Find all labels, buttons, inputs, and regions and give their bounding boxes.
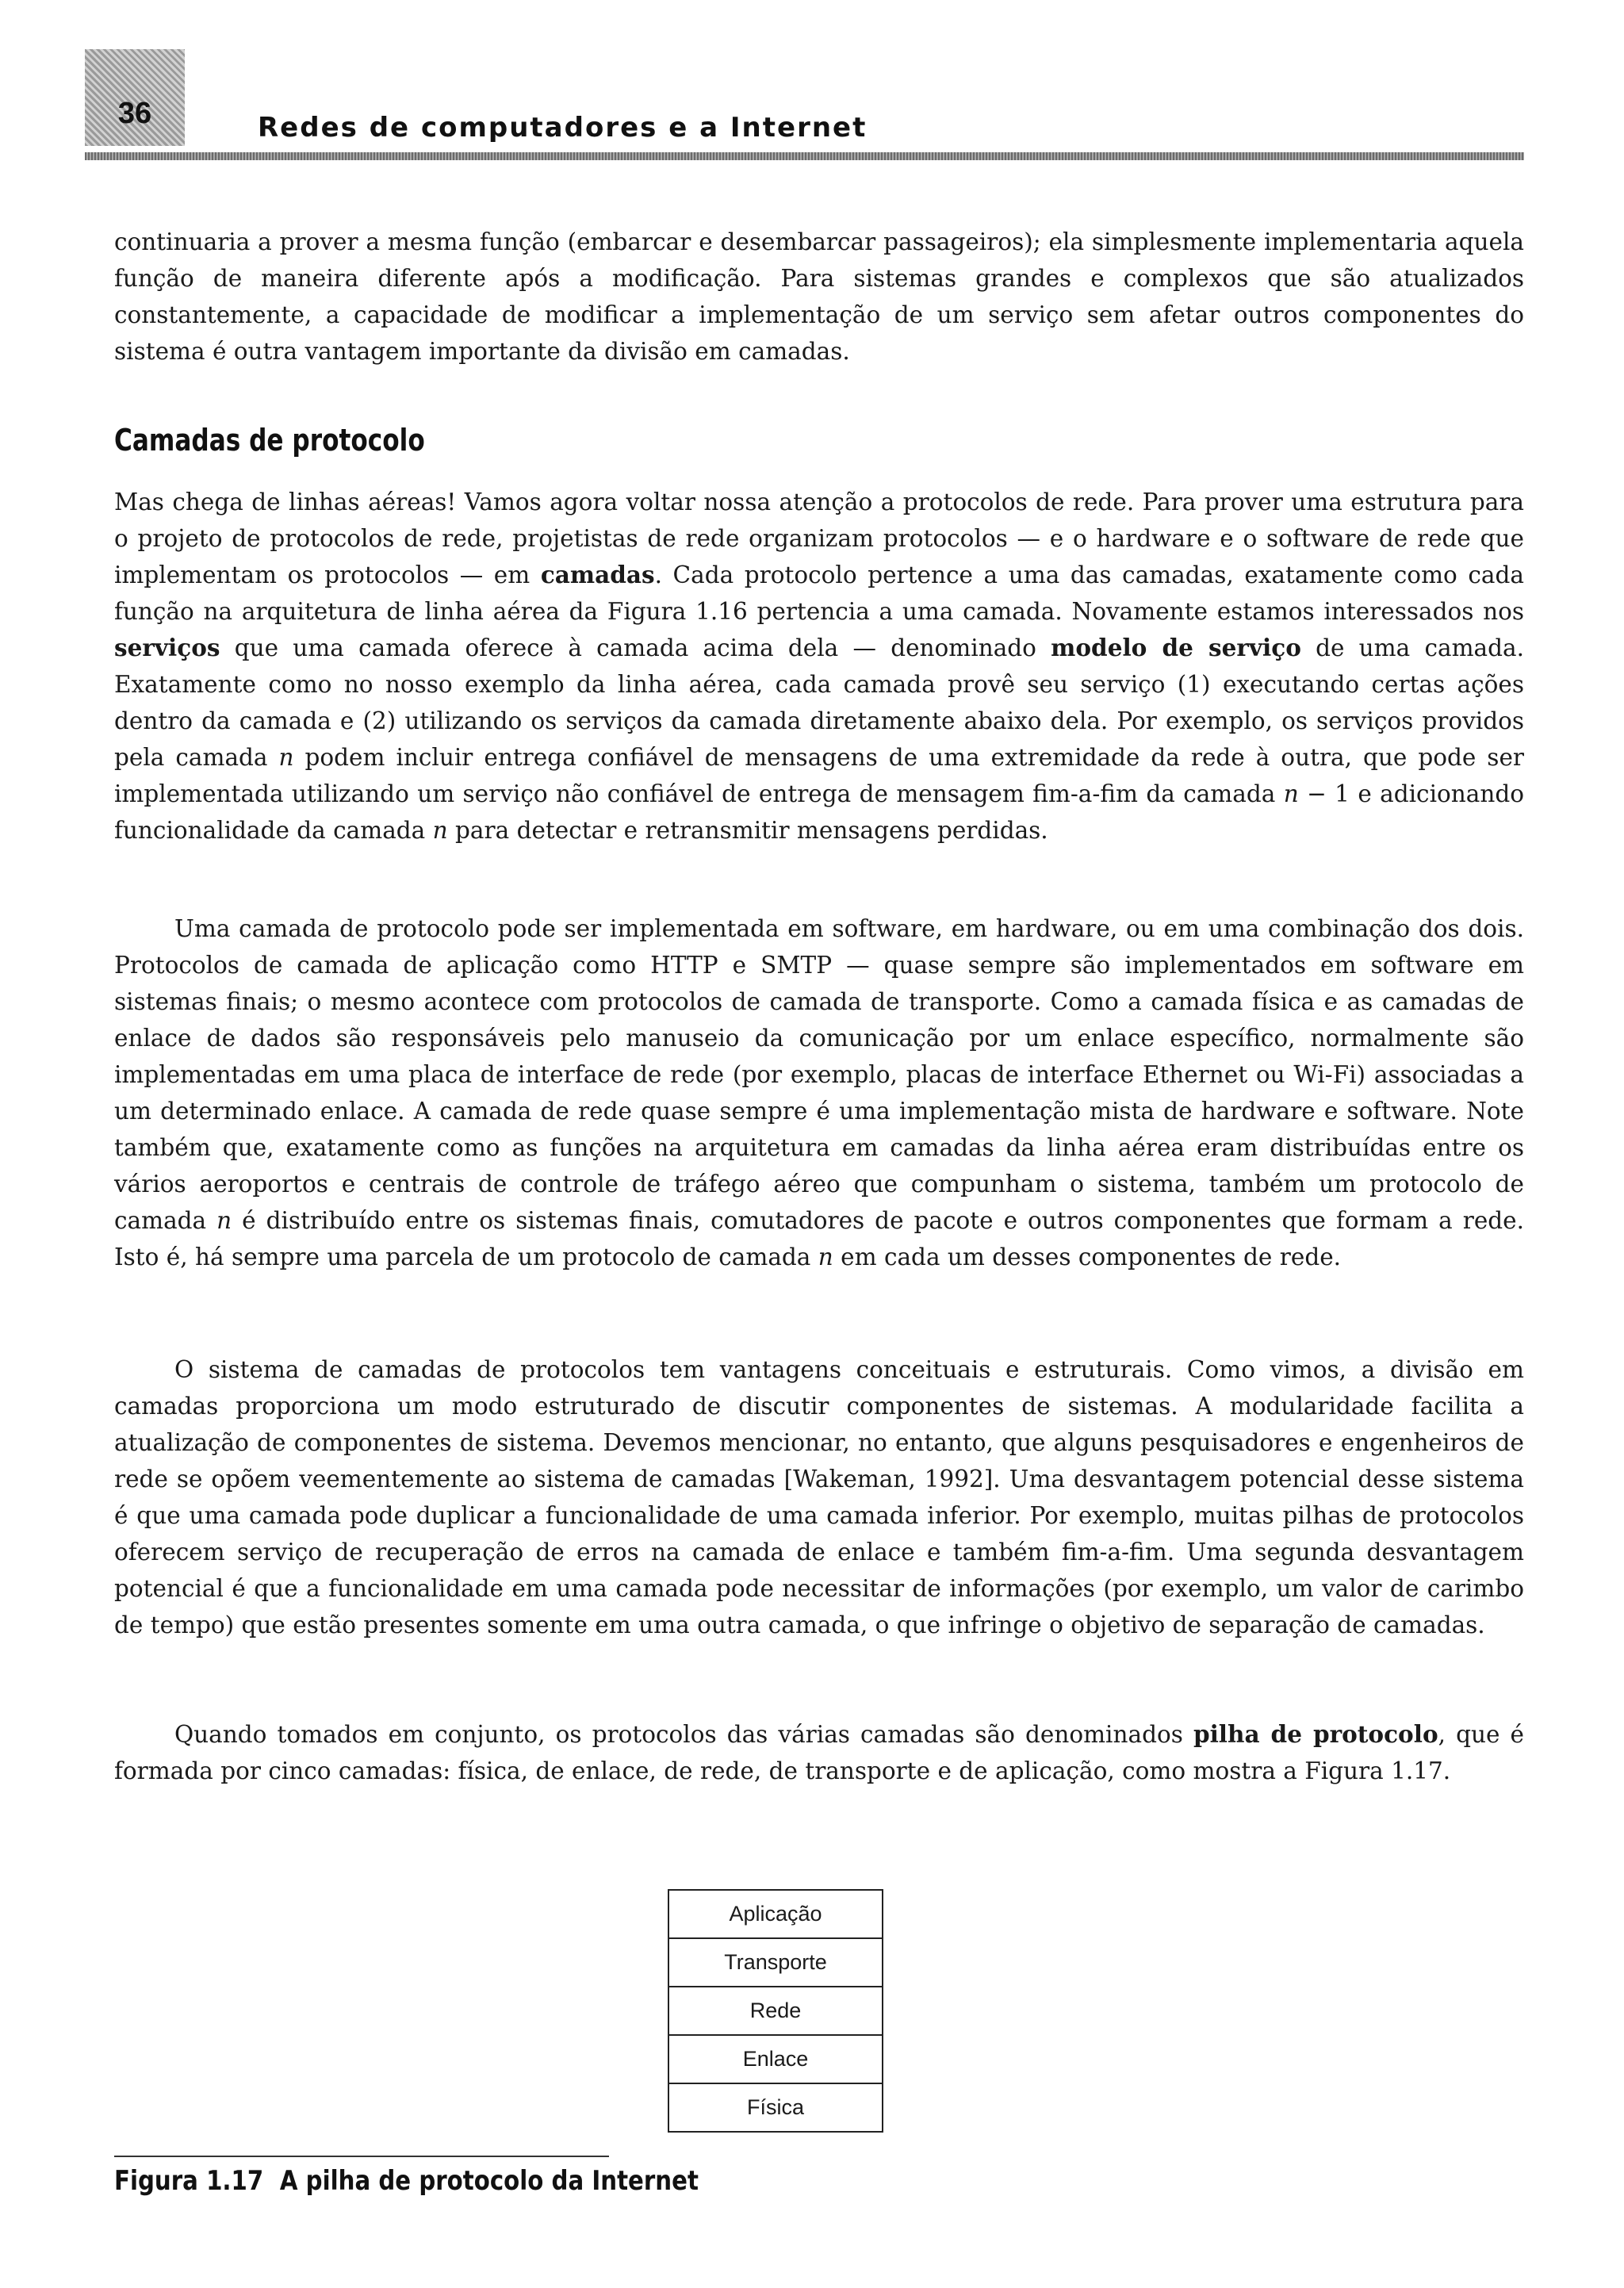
figure-label: Figura 1.17	[114, 2165, 264, 2197]
protocol-stack-diagram	[668, 1889, 883, 2133]
paragraph-5: Quando tomados em conjunto, os protocolos das várias camadas são denominados pilha de protocolo, que é formada por cinco camadas: física, de enlace, de rede, de transporte e de aplicação, como mostra a Figura 1.17.	[114, 1720, 1524, 1784]
paragraph-2: Mas chega de linhas aéreas! Vamos agora voltar nossa atenção a protocolos de rede. Para prover uma estrutura para o projeto de protocolos de rede, projetistas de rede organizam protocolos — e o hardware e o software de rede que implementam os protocolos — em camadas. Cada protocolo pertence a uma das camadas, exatamente como cada função na arquitetura de linha aérea da Figura 1.16 pertencia a uma camada. Novamente estamos interessados nos serviços que uma camada oferece à camada acima dela — denominado modelo de serviço de uma camada. Exatamente como no nosso exemplo da linha aérea, cada camada provê seu serviço (1) executando certas ações dentro da camada e (2) utilizando os serviços da camada diretamente abaixo dela. Por exemplo, os serviços providos pela camada n podem incluir entrega confiável de mensagens de uma extremidade da rede à outra, que pode ser implementada utilizando um serviço não confiável de entrega de mensagem fim-a-fim da camada n − 1 e adicionando funcionalidade da camada n para detectar e retransmitir mensagens perdidas.	[114, 489, 1524, 844]
paragraph-4: O sistema de camadas de protocolos tem vantagens conceituais e estruturais. Como vimos, a divisão em camadas proporciona um modo estruturado de discutir componentes de sistemas. A modularidade facilita a atualização de componentes de sistema. Devemos mencionar, no entanto, que alguns pesquisadores e engenheiros de rede se opõem veementemente ao sistema de camadas [Wakeman, 1992]. Uma desvantagem potencial desse sistema é que uma camada pode duplicar a funcionalidade de uma camada inferior. Por exemplo, muitas pilhas de protocolos oferecem serviço de recuperação de erros na camada de enlace e também fim-a-fim. Uma segunda desvantagem potencial é que a funcionalidade em uma camada pode necessitar de informações (por exemplo, um valor de carimbo de tempo) que estão presentes somente em uma outra camada, o que infringe o objetivo de separação de camadas.	[114, 1356, 1524, 1638]
paragraph-1: continuaria a prover a mesma função (embarcar e desembarcar passageiros); ela simplesmente implementaria aquela função de maneira diferente após a modificação. Para sistemas grandes e complexos que são atualizados constantemente, a capacidade de modificar a implementação de um serviço sem afetar outros componentes do sistema é outra vantagem importante da divisão em camadas.	[114, 228, 1524, 365]
caption-rule	[114, 2156, 609, 2157]
layer-physical: Física	[669, 2084, 882, 2133]
paragraph-3: Uma camada de protocolo pode ser implementada em software, em hardware, ou em uma combinação dos dois. Protocolos de camada de aplicação como HTTP e SMTP — quase sempre são implementados em software em sistemas finais; o mesmo acontece com protocolos de camada de transporte. Como a camada física e as camadas de enlace de dados são responsáveis pelo manuseio da comunicação por um enlace específico, normalmente são implementadas em uma placa de interface de rede (por exemplo, placas de interface Ethernet ou Wi-Fi) associadas a um determinado enlace. A camada de rede quase sempre é uma implementação mista de hardware e software. Note também que, exatamente como as funções na arquitetura em camadas da linha aérea eram distribuídas entre os vários aeroportos e centrais de controle de tráfego aéreo que compunham o sistema, também um protocolo de camada n é distribuído entre os sistemas finais, comutadores de pacote e outros componentes que formam a rede. Isto é, há sempre uma parcela de um protocolo de camada n em cada um desses componentes de rede.	[114, 915, 1524, 1270]
header-rule	[85, 152, 1524, 160]
layer-link: Enlace	[669, 2036, 882, 2084]
layer-application: Aplicação	[669, 1891, 882, 1939]
running-header-title: Redes de computadores e a Internet	[258, 112, 868, 144]
figure-caption	[114, 2165, 699, 2197]
figure-caption-text: A pilha de protocolo da Internet	[279, 2165, 699, 2197]
page-number: 36	[117, 97, 152, 130]
layer-network: Rede	[669, 1987, 882, 2036]
layer-transport: Transporte	[669, 1939, 882, 1987]
section-heading: Camadas de protocolo	[114, 423, 425, 458]
